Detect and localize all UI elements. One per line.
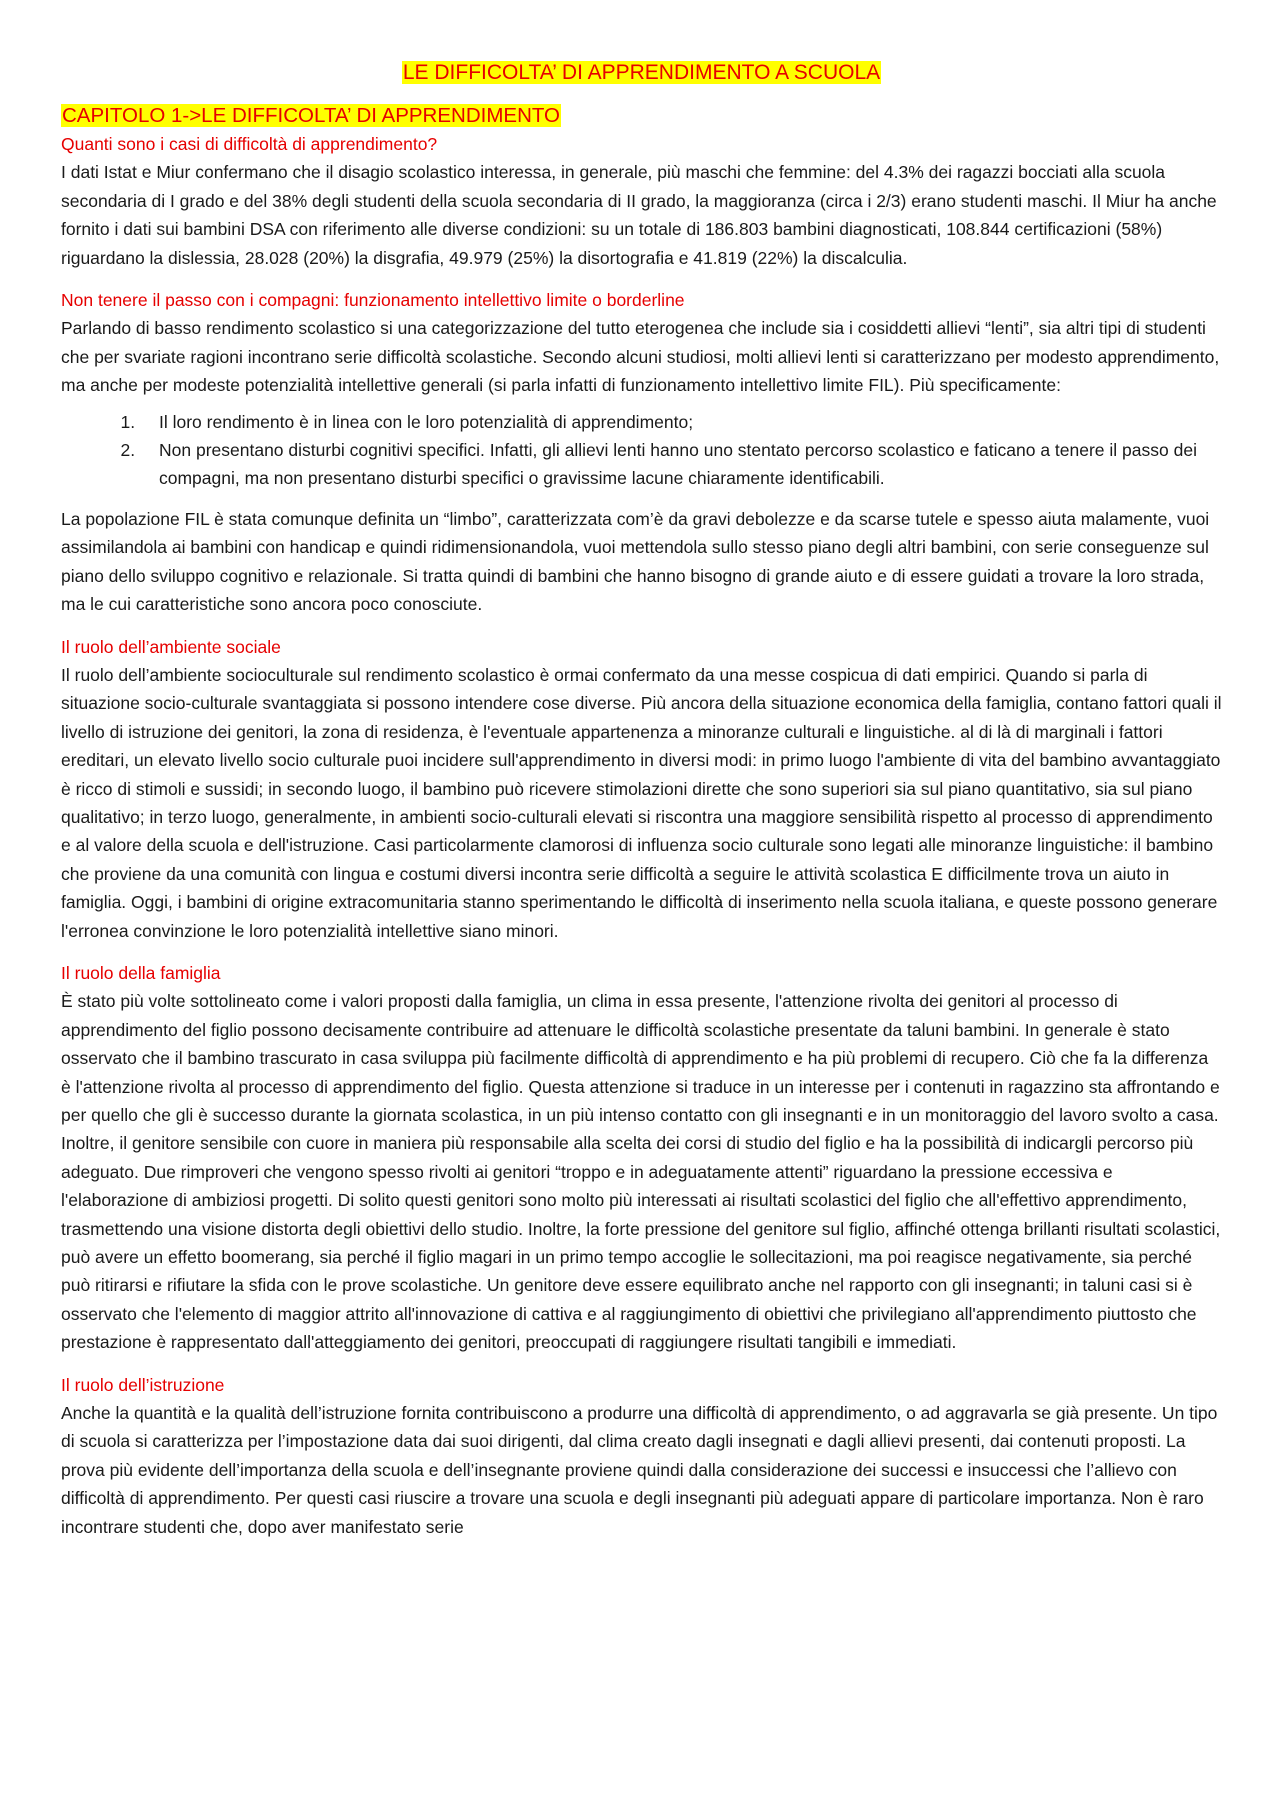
document-title: LE DIFFICOLTA’ DI APPRENDIMENTO A SCUOLA	[402, 61, 881, 84]
section-cases	[61, 130, 1222, 272]
section-paragraph: La popolazione FIL è stata comunque definita un “limbo”, caratterizzata com’è da gravi debolezze e da scarse tutele e spesso aiuta malamente, vuoi assimilandola ai bambini con handicap e quindi ridimensionandola, vuoi mettendola sullo stesso piano degli altri bambini, con serie conseguenze sul piano dello sviluppo cognitivo e relazionale. Si tratta quindi di bambini che hanno bisogno di grande aiuto e di essere guidati a trovare la loro strada, ma le cui caratteristiche sono ancora poco conosciute.	[61, 508, 1210, 615]
section-paragraph: È stato più volte sottolineato come i valori proposti dalla famiglia, un clima in essa presente, l'attenzione rivolta dei genitori al processo di apprendimento del figlio possono decisamente contribuire ad attenuare le difficoltà scolastiche presentate da taluni bambini. In generale è stato osservato che il bambino trascurato in casa sviluppa più facilmente difficoltà di apprendimento e ha più problemi di recupero. Ciò che fa la differenza è l'attenzione rivolta al processo di apprendimento del figlio. Questa attenzione si traduce in un interesse per i contenuti in ragazzino sta affrontando e per quello che gli è successo durante la giornata scolastica, in un più intenso contatto con gli insegnanti e in un monitoraggio del lavoro svolto a casa. Inoltre, il genitore sensibile con cuore in maniera più responsabile alla scelta dei corsi di studio del figlio e ha la possibilità di indicargli percorso più adeguato. Due rimproveri che vengono spesso rivolti ai genitori “troppo e in adeguatamente attenti” riguardano la pressione eccessiva e l'elaborazione di ambiziosi progetti. Di solito questi genitori sono molto più interessati ai risultati scolastici del figlio che all'effettivo apprendimento, trasmettendo una visione distorta degli obiettivi dello studio. Inoltre, la forte pressione del genitore sul figlio, affinché ottenga brillanti risultati scolastici, può avere un effetto boomerang, sia perché il figlio magari in un primo tempo accoglie le sollecitazioni, ma poi reagisce negativamente, sia perché può ritirarsi e rifiutare la sfida con le prove scolastiche. Un genitore deve essere equilibrato anche nel rapporto con gli insegnanti; in taluni casi si è osservato che l'elemento di maggior attrito all'innovazione di cattiva e al raggiungimento di obiettivi che privilegiano all'apprendimento piuttosto che prestazione è rappresentato dall'atteggiamento dei genitori, preoccupati di raggiungere risultati tangibili e immediati.	[61, 991, 1221, 1353]
section-heading: Il ruolo dell’ambiente sociale	[61, 636, 281, 657]
section-heading: Quanti sono i casi di difficoltà di apprendimento?	[61, 134, 438, 154]
chapter-heading	[61, 102, 1222, 130]
numbered-list	[61, 408, 1222, 493]
section-family	[61, 959, 1222, 1357]
list-item: 2. Non presentano disturbi cognitivi specifici. Infatti, gli allievi lenti hanno uno stentato percorso scolastico e faticano a tenere il passo dei compagni, ma non presentano disturbi specifici o gravissime lacune chiaramente identificabili.	[140, 436, 1222, 493]
section-social-environment	[61, 633, 1222, 945]
section-paragraph: Il ruolo dell’ambiente socioculturale sul rendimento scolastico è ormai confermato da una messe cospicua di dati empirici. Quando si parla di situazione socio-culturale svantaggiata si possono intendere cose diverse. Più ancora della situazione economica della famiglia, contano fattori quali il livello di istruzione dei genitori, la zona di residenza, è l'eventuale appartenenza a minoranze culturali e linguistiche. al di là di marginali i fattori ereditari, un elevato livello socio culturale puoi incidere sull'apprendimento in diversi modi: in primo luogo l'ambiente di vita del bambino avvantaggiato è ricco di stimoli e sussidi; in secondo luogo, il bambino può ricevere stimolazioni dirette che sono superiori sia sul piano quantitativo, sia sul piano qualitativo; in terzo luogo, generalmente, in ambienti socio-culturali elevati si riscontra una maggiore sensibilità rispetto al processo di apprendimento e al valore della scuola e dell'istruzione. Casi particolarmente clamorosi di influenza socio culturale sono legati alle minoranze linguistiche: il bambino che proviene da una comunità con lingua e costumi diversi incontra serie difficoltà a seguire le attività scolastica E difficilmente trova un aiuto in famiglia. Oggi, i bambini di origine extracomunitaria stanno sperimentando le difficoltà di inserimento nella scuola italiana, e queste possono generare l'erronea convinzione le loro potenzialità intellettive siano minori.	[61, 664, 1222, 941]
section-paragraph: Parlando di basso rendimento scolastico si una categorizzazione del tutto eterogenea che include sia i cosiddetti allievi “lenti”, sia altri tipi di studenti che per svariate ragioni incontrano serie difficoltà scolastiche. Secondo alcuni studiosi, molti allievi lenti si caratterizzano per modesto apprendimento, ma anche per modeste potenzialità intellettive generali (si parla infatti di funzionamento intellettivo limite FIL). Più specificamente:	[61, 318, 1220, 396]
chapter-title: CAPITOLO 1->LE DIFFICOLTA’ DI APPRENDIMENTO	[62, 104, 560, 127]
section-heading: Non tenere il passo con i compagni: funzionamento intellettivo limite o borderline	[61, 290, 685, 311]
section-heading: Il ruolo della famiglia	[61, 962, 221, 983]
section-heading: Il ruolo dell’istruzione	[61, 1374, 225, 1395]
section-education	[61, 1371, 1222, 1541]
section-paragraph: Anche la quantità e la qualità dell’istruzione fornita contribuiscono a produrre una difficoltà di apprendimento, o ad aggravarla se già presente. Un tipo di scuola si caratterizza per l’impostazione data dai suoi dirigenti, dal clima creato dagli insegnati e dagli allievi presenti, dai contenuti proposti. La prova più evidente dell’importanza della scuola e dell’insegnante proviene quindi dalla considerazione dei successi e insuccessi che l’allievo con difficoltà di apprendimento. Per questi casi riuscire a trovare una scuola e degli insegnanti più adeguati appare di particolare importanza. Non è raro incontrare studenti che, dopo aver manifestato serie	[61, 1403, 1218, 1537]
section-borderline	[61, 286, 1222, 618]
section-paragraph: I dati Istat e Miur confermano che il disagio scolastico interessa, in generale, più maschi che femmine: del 4.3% dei ragazzi bocciati alla scuola secondaria di I grado e del 38% degli studenti della scuola secondaria di II grado, la maggioranza (circa i 2/3) erano studenti maschi. Il Miur ha anche fornito i dati sui bambini DSA con riferimento alle diverse condizioni: su un totale di 186.803 bambini diagnosticati, 108.844 certificazioni (58%) riguardano la dislessia, 28.028 (20%) la disgrafia, 49.979 (25%) la disortografia e 41.819 (22%) la discalculia.	[61, 162, 1217, 268]
title-block	[61, 58, 1222, 88]
list-item: 1. Il loro rendimento è in linea con le loro potenzialità di apprendimento;	[140, 408, 1222, 436]
